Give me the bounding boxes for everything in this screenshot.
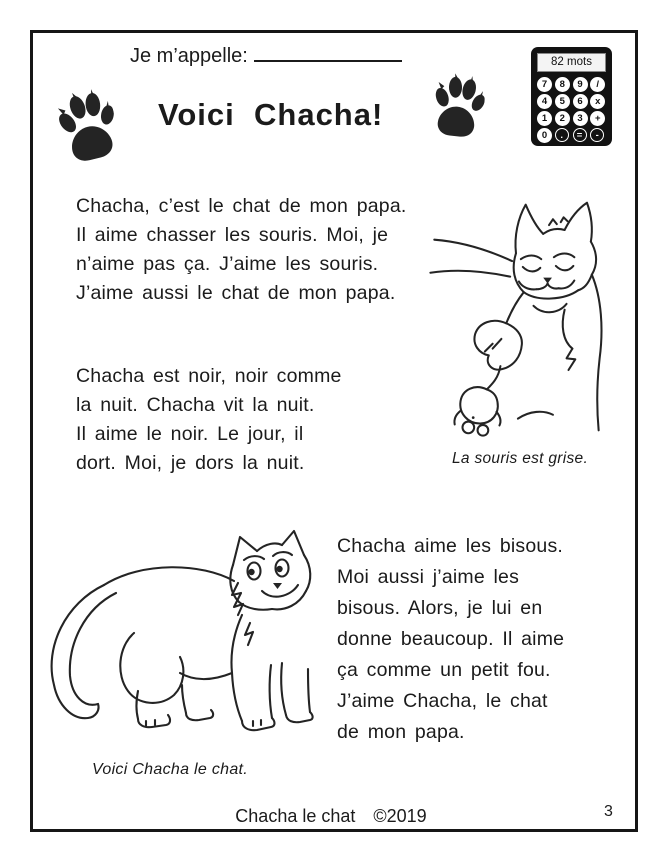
calc-key: 3 bbox=[573, 111, 588, 126]
calc-key: - bbox=[590, 128, 604, 142]
story-line: Il aime le noir. Le jour, il bbox=[76, 423, 304, 445]
story-line: J’aime Chacha, le chat bbox=[337, 690, 548, 712]
calc-key: x bbox=[590, 94, 605, 109]
paw-print-icon bbox=[429, 69, 488, 140]
calc-key: + bbox=[590, 111, 605, 126]
footer-title: Chacha le chat bbox=[235, 806, 356, 826]
page-footer bbox=[30, 806, 632, 827]
story-line: Chacha aime les bisous. bbox=[337, 535, 564, 557]
calc-key: 8 bbox=[555, 77, 570, 92]
story-paragraph-3 bbox=[337, 531, 564, 748]
story-line: donne beaucoup. Il aime bbox=[337, 628, 565, 650]
calc-key: . bbox=[555, 128, 569, 142]
story-line: ça comme un petit fou. bbox=[337, 659, 551, 681]
story-line: dort. Moi, je dors la nuit. bbox=[76, 452, 305, 474]
story-line: de mon papa. bbox=[337, 721, 465, 743]
story-paragraph-2 bbox=[76, 362, 342, 478]
calc-key: 5 bbox=[555, 94, 570, 109]
story-line: J’aime aussi le chat de mon papa. bbox=[76, 282, 396, 304]
story-line: n’aime pas ça. J’aime les souris. bbox=[76, 253, 379, 275]
page-title: Voici Chacha! bbox=[158, 97, 384, 132]
cat-caption: Voici Chacha le chat. bbox=[92, 761, 249, 778]
story-line: Il aime chasser les souris. Moi, je bbox=[76, 224, 389, 246]
calc-key: 7 bbox=[537, 77, 552, 92]
standing-cat-illustration bbox=[42, 523, 338, 751]
calc-key: 9 bbox=[573, 77, 588, 92]
name-prompt bbox=[130, 42, 402, 68]
calc-key: 6 bbox=[573, 94, 588, 109]
word-count-display: 82 mots bbox=[537, 53, 606, 72]
story-paragraph-1 bbox=[76, 192, 407, 308]
calc-key: = bbox=[573, 128, 587, 142]
page-number: 3 bbox=[604, 803, 613, 820]
calc-key: 0 bbox=[537, 128, 552, 143]
cat-holding-mouse-illustration bbox=[428, 193, 638, 441]
story-line: Chacha est noir, noir comme bbox=[76, 365, 342, 387]
calculator-keypad bbox=[537, 77, 606, 143]
calc-key: 2 bbox=[555, 111, 570, 126]
name-blank-line bbox=[254, 42, 402, 62]
story-line: Moi aussi j’aime les bbox=[337, 566, 520, 588]
name-label: Je m’appelle: bbox=[130, 45, 248, 67]
calc-key: 1 bbox=[537, 111, 552, 126]
story-line: bisous. Alors, je lui en bbox=[337, 597, 543, 619]
calc-key: / bbox=[590, 77, 605, 92]
calc-key: 4 bbox=[537, 94, 552, 109]
mouse-caption: La souris est grise. bbox=[452, 450, 589, 467]
footer-copyright: ©2019 bbox=[373, 806, 427, 826]
story-line: la nuit. Chacha vit la nuit. bbox=[76, 394, 315, 416]
word-count-calculator-icon bbox=[531, 47, 612, 146]
story-line: Chacha, c’est le chat de mon papa. bbox=[76, 195, 407, 217]
